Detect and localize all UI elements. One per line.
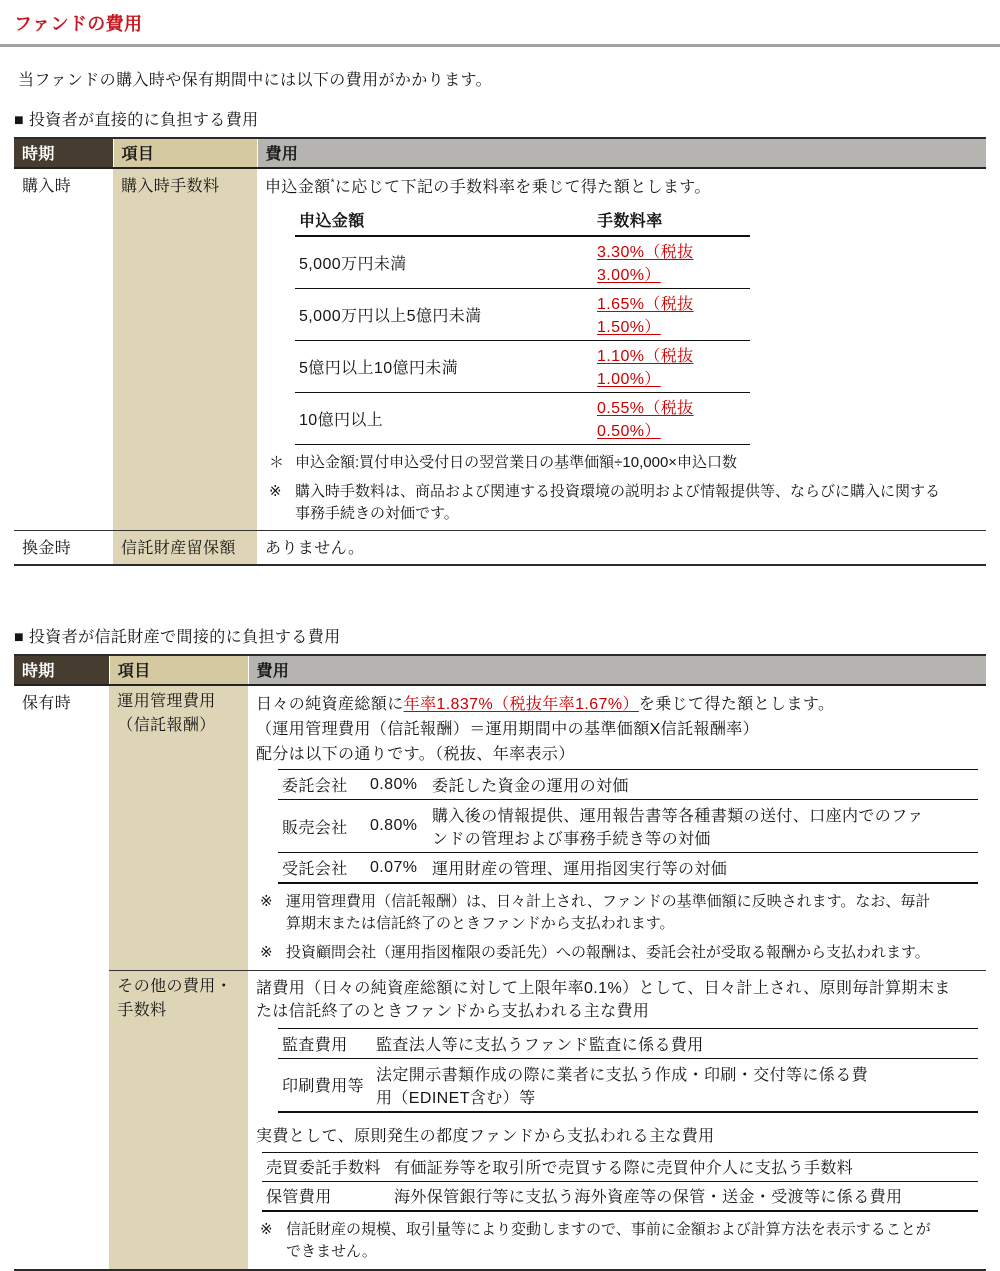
item-line: 運用管理費用 (117, 693, 216, 711)
note-text: 運用管理費用（信託報酬）は、日々計上され、ファンドの基準価額に反映されます。なお、毎計算期末または信託終了のときファンドから支払われます。 (286, 893, 931, 932)
col-header-fee: 費用 (257, 138, 986, 168)
actual-cost-row (262, 1153, 978, 1182)
section-heading-indirect: ■ 投資者が信託財産で間接的に負担する費用 (14, 629, 341, 647)
cost-desc: 有価証券等を取引所で売買する際に売買仲介人に支払う手数料 (390, 1153, 978, 1182)
alloc-rate: 0.07% (366, 853, 428, 884)
row-management-fee (14, 685, 986, 970)
cell-management-item (109, 685, 248, 970)
fee-amount: 5,000万円未満 (295, 236, 593, 289)
management-fee-line1 (256, 691, 978, 714)
col-header-time: 時期 (14, 655, 109, 685)
actual-cost-row (262, 1182, 978, 1212)
col-header-item: 項目 (113, 138, 257, 168)
cell-redemption-time: 換金時 (14, 531, 113, 566)
line1-post: を乗じて得た額とします。 (638, 696, 835, 714)
fee-rate-row (295, 236, 750, 289)
direct-table-header-row (14, 138, 986, 168)
section-heading-direct: ■ 投資者が直接的に負担する費用 (14, 112, 259, 129)
fee-col-rate: 手数料率 (593, 206, 750, 236)
fee-rate (593, 236, 750, 289)
cell-redemption-fee: ありません。 (257, 531, 986, 566)
cost-desc (372, 1028, 978, 1058)
alloc-desc-text: 購入後の情報提供、運用報告書等各種書類の送付、口座内でのファンドの管理および事務手続き等の対価 (432, 808, 924, 849)
cell-redemption-item: 信託財産留保額 (113, 531, 257, 566)
allocation-row (278, 853, 978, 884)
alloc-name: 受託会社 (278, 853, 366, 884)
page-title: ファンドの費用 (14, 14, 143, 34)
fee-amount: 5,000万円以上5億円未満 (295, 289, 593, 341)
fee-rate-value: 3.30%（税抜3.00%） (597, 244, 694, 284)
cell-other-item (109, 970, 248, 1270)
row-redemption-fee (14, 531, 986, 566)
cost-desc-text: 監査法人等に支払うファンド監査に係る費用 (376, 1036, 704, 1054)
cost-name: 監査費用 (278, 1028, 372, 1058)
alloc-desc-text: 運用財産の管理、運用指図実行等の対価 (432, 861, 728, 879)
other-fees-intro: 諸費用（日々の純資産総額に対して上限年率0.1%）として、日々計上され、原則毎計算期末または信託終了のときファンドから支払われる主な費用 (256, 979, 951, 1020)
row-purchase-fee (14, 168, 986, 531)
item-line: （信託報酬） (117, 717, 216, 735)
cost-name: 印刷費用等 (278, 1058, 372, 1112)
cell-purchase-fee (257, 168, 986, 531)
cell-holding-time: 保有時 (22, 695, 72, 713)
cell-other-fee (248, 970, 986, 1270)
reference-mark: ※ (269, 482, 282, 500)
fee-rate-header-row (295, 206, 750, 236)
allocation-table (278, 769, 978, 884)
management-note-advisor (260, 942, 978, 964)
fee-amount: 10億円以上 (295, 393, 593, 445)
fee-rate-row (295, 289, 750, 341)
cost-desc (372, 1058, 978, 1112)
row-other-fees (14, 970, 986, 1270)
title-block (0, 0, 1000, 47)
purchase-fee-description (265, 174, 978, 197)
fee-rate-table (295, 206, 750, 445)
asterisk-superscript: * (330, 177, 335, 189)
fee-rate (593, 393, 750, 445)
purchase-note-application-amount (269, 452, 978, 474)
desc-pre: 申込金額 (265, 179, 331, 196)
fee-amount: 5億円以上10億円未満 (295, 341, 593, 393)
note-text: 信託財産の規模、取引量等により変動しますので、事前に金額および計算方法を表示することができません。 (286, 1221, 931, 1260)
purchase-note-fee-purpose (269, 481, 978, 525)
reference-mark: ※ (260, 943, 273, 961)
item-line: その他の費用・ (117, 977, 233, 995)
alloc-rate: 0.80% (366, 770, 428, 800)
other-fees-note (260, 1219, 978, 1263)
line1-pre: 日々の純資産総額に (256, 696, 404, 714)
actual-cost-intro: 実費として、原則発生の都度ファンドから支払われる主な費用 (256, 1127, 715, 1145)
fee-rate-value: 0.55%（税抜0.50%） (597, 400, 694, 440)
indirect-table-header-row (14, 655, 986, 685)
cell-purchase-item: 購入時手数料 (113, 168, 257, 531)
note-text: 購入時手数料は、商品および関連する投資環境の説明および情報提供等、ならびに購入に関する事務手続きの対価です。 (295, 482, 941, 522)
col-header-time: 時期 (14, 138, 113, 168)
actual-cost-table (262, 1152, 978, 1212)
alloc-name: 販売会社 (278, 800, 366, 853)
desc-post: に応じて下記の手数料率を乗じて得た額とします。 (334, 179, 711, 196)
direct-costs-table (14, 137, 986, 566)
reference-mark: ※ (260, 893, 273, 911)
asterisk-symbol: ＊ (269, 454, 285, 471)
content (0, 67, 1000, 1271)
fee-rate-row (295, 341, 750, 393)
item-line: 手数料 (117, 1001, 167, 1019)
management-note-accrual (260, 891, 978, 935)
cell-purchase-time: 購入時 (22, 178, 72, 195)
cost-name: 売買委託手数料 (262, 1153, 390, 1182)
management-fee-line3: 配分は以下の通りです。（税抜、年率表示） (256, 746, 575, 764)
cost-desc: 海外保管銀行等に支払う海外資産等の保管・送金・受渡等に係る費用 (390, 1182, 978, 1212)
fee-col-amount: 申込金額 (295, 206, 593, 236)
intro-text: 当ファンドの購入時や保有期間中には以下の費用がかかります。 (18, 72, 493, 89)
recurring-cost-table (278, 1028, 978, 1113)
fee-rate-value: 1.65%（税抜1.50%） (597, 296, 694, 336)
cell-management-fee (248, 685, 986, 970)
fee-rate (593, 289, 750, 341)
allocation-row (278, 800, 978, 853)
allocation-row (278, 770, 978, 800)
col-header-fee: 費用 (248, 655, 986, 685)
alloc-desc (428, 853, 978, 884)
cost-desc-text: 法定開示書類作成の際に業者に支払う作成・印刷・交付等に係る費用（EDINET含む）等 (376, 1066, 869, 1107)
reference-mark: ※ (260, 1221, 273, 1239)
alloc-desc-text: 委託した資金の運用の対価 (432, 778, 629, 796)
fee-rate (593, 341, 750, 393)
recurring-cost-row (278, 1028, 978, 1058)
alloc-desc (428, 800, 978, 853)
management-fee-line2: （運用管理費用（信託報酬）＝運用期間中の基準価額X信託報酬率） (256, 721, 760, 739)
indirect-costs-table (14, 654, 986, 1270)
col-header-item: 項目 (109, 655, 248, 685)
note-text: 申込金額:買付申込受付日の翌営業日の基準価額÷10,000×申込口数 (295, 454, 738, 471)
fee-rate-value: 1.10%（税抜1.00%） (597, 348, 694, 388)
note-text: 投資顧問会社（運用指図権限の委託先）への報酬は、委託会社が受取る報酬から支払われます。 (286, 943, 930, 961)
annual-rate-highlight: 年率1.837%（税抜年率1.67%） (403, 696, 639, 714)
alloc-name: 委託会社 (278, 770, 366, 800)
alloc-desc (428, 770, 978, 800)
fee-rate-row (295, 393, 750, 445)
cost-name: 保管費用 (262, 1182, 390, 1212)
recurring-cost-row (278, 1058, 978, 1112)
alloc-rate: 0.80% (366, 800, 428, 853)
